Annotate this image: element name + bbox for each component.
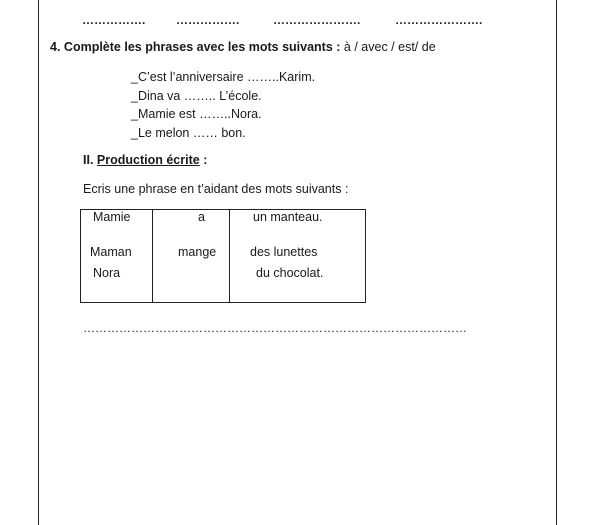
table-cell — [153, 238, 230, 266]
page-border-right — [556, 0, 557, 525]
table-cell — [230, 210, 366, 239]
word-nora: Nora — [93, 266, 121, 280]
top-blank-1: ……………. — [82, 13, 146, 27]
top-blank-2: ……………. — [176, 13, 240, 27]
table-cell — [81, 210, 153, 239]
word-des-lunettes: des lunettes — [250, 245, 318, 259]
table-row — [81, 266, 366, 303]
word-maman: Maman — [90, 245, 132, 259]
word-un-manteau: un manteau. — [253, 210, 323, 224]
table-cell — [81, 238, 153, 266]
sentence-4: _Le melon …… bon. — [131, 126, 246, 140]
exercise-instruction: Complète les phrases avec les mots suivants : — [63, 40, 341, 54]
exercise-number: 4. — [50, 40, 61, 54]
word-du-chocolat: du chocolat. — [256, 266, 324, 280]
top-blank-3: …………………. — [273, 13, 361, 27]
sentence-3: _Mamie est ……..Nora. — [131, 107, 262, 121]
section-2-heading — [83, 153, 207, 167]
exercise-word-list: à / avec / est/ de — [343, 40, 436, 54]
word-mamie: Mamie — [93, 210, 131, 224]
word-mange: mange — [178, 245, 217, 259]
table-cell — [153, 266, 230, 303]
word-a: a — [198, 210, 205, 224]
answer-line[interactable]: …………………………………………………………………………………… — [83, 321, 467, 335]
table-cell — [81, 266, 153, 303]
table-row — [81, 210, 366, 239]
table-cell — [230, 238, 366, 266]
exercise-4-heading — [50, 40, 436, 54]
page-border-left — [38, 0, 39, 525]
section-number: II. — [83, 153, 94, 167]
table-cell — [230, 266, 366, 303]
section-title: Production écrite — [96, 153, 200, 167]
section-colon: : — [203, 153, 208, 167]
section-2-instruction: Ecris une phrase en t’aidant des mots suivants : — [83, 182, 349, 196]
top-blank-4: …………………. — [395, 13, 483, 27]
sentence-1: _C’est l’anniversaire ……..Karim. — [131, 70, 316, 84]
sentence-2: _Dina va …….. L’école. — [131, 89, 262, 103]
table-row — [81, 238, 366, 266]
table-cell — [153, 210, 230, 239]
word-table — [80, 209, 366, 303]
